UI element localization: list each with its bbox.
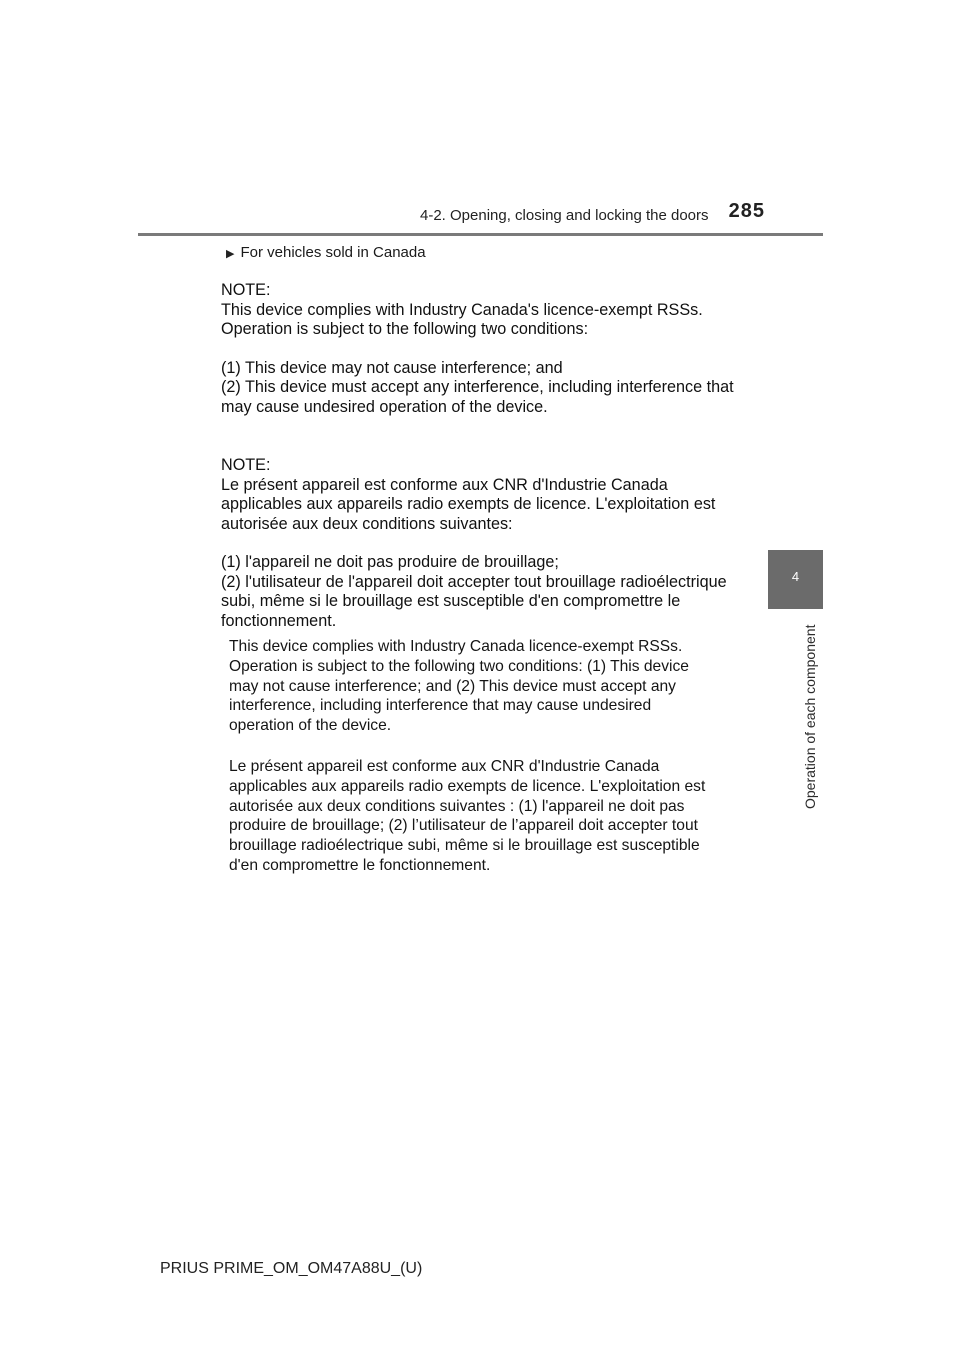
statement-line: produire de brouillage; (2) l’utilisateur de l’appareil doit accepter tout [229,817,698,835]
statement-line: This device complies with Industry Canada licence-exempt RSSs. [229,638,683,655]
note-line: subi, même si le brouillage est susceptible d'en compromettre le [221,592,681,610]
subheading-text: For vehicles sold in Canada [240,244,426,261]
statement-line: Operation is subject to the following two conditions: (1) This device [229,657,689,675]
note-line: Operation is subject to the following two conditions: [221,320,589,338]
note-line: fonctionnement. [221,611,337,630]
note-line: (1) l'appareil ne doit pas produire de brouillage; [221,553,559,571]
subheading [226,244,426,261]
note-french [221,456,727,631]
note-gap [221,340,734,359]
chapter-title: Operation of each component [802,624,818,809]
note-line: NOTE: [221,281,271,299]
note-line: autorisée aux deux conditions suivantes: [221,514,513,533]
statement-french [229,757,705,876]
page-header [0,0,960,240]
note-line: (2) l'utilisateur de l'appareil doit accepter tout brouillage radioélectrique [221,572,727,591]
chapter-number: 4 [791,569,800,584]
page-number: 285 [728,200,765,222]
statement-line: applicables aux appareils radio exempts de licence. L'exploitation est [229,777,706,795]
statement-line: brouillage radioélectrique subi, même si le brouillage est susceptible [229,837,700,855]
statement-line: may not cause interference; and (2) This device must accept any [229,677,676,695]
note-line: This device complies with Industry Canada's licence-exempt RSSs. [221,300,703,319]
note-line: (1) This device may not cause interference; and [221,358,563,377]
statement-english [229,637,689,736]
section-title: 4-2. Opening, closing and locking the doors [420,207,709,224]
note-line: (2) This device must accept any interference, including interference that [221,378,734,396]
note-line: may cause undesired operation of the device. [221,397,548,416]
note-english [221,281,734,417]
chapter-label [768,609,823,809]
statement-line: d'en compromettre le fonctionnement. [229,856,491,874]
document-code: PRIUS PRIME_OM_OM47A88U_(U) [160,1260,423,1277]
statement-line: operation of the device. [229,717,392,735]
triangle-arrow-icon: ▶ [226,248,235,260]
statement-line: Le présent appareil est conforme aux CNR d'Industrie Canada [229,758,660,775]
header-rule [138,233,823,236]
note-line: Le présent appareil est conforme aux CNR d'Industrie Canada [221,475,668,494]
statement-line: interference, including interference that may cause undesired [229,697,652,715]
note-gap [221,534,727,553]
chapter-tab [768,550,823,609]
note-line: applicables aux appareils radio exempts de licence. L'exploitation est [221,495,716,513]
statement-line: autorisée aux deux conditions suivantes : (1) l'appareil ne doit pas [229,797,685,815]
note-line: NOTE: [221,456,271,474]
